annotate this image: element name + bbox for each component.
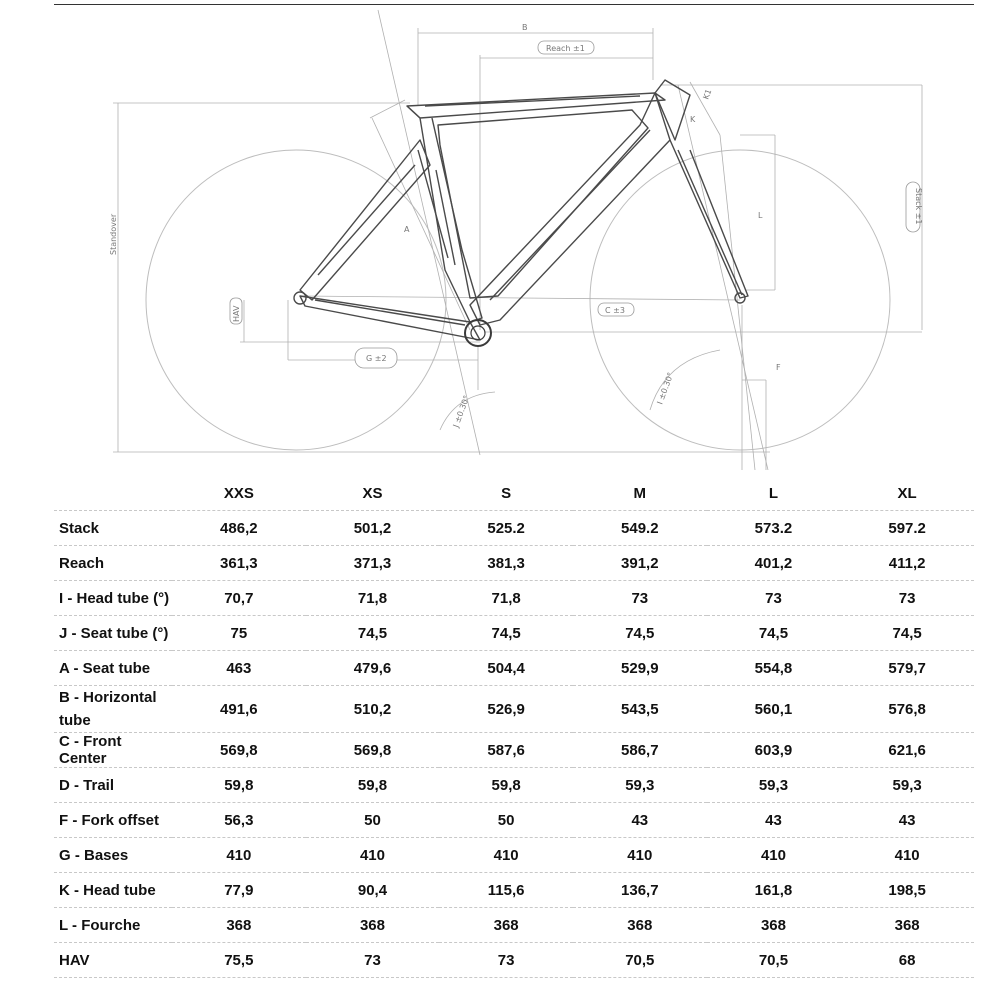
label-standover: Standover	[109, 213, 118, 255]
table-cell: 549.2	[573, 511, 707, 546]
table-cell: 71,8	[306, 581, 440, 616]
label-stack: Stack ±1	[914, 188, 923, 225]
size-header: S	[501, 484, 512, 502]
table-cell: 569,8	[306, 733, 440, 768]
table-cell: 90,4	[306, 873, 440, 908]
label-l: L	[758, 211, 763, 220]
size-header: M	[633, 484, 647, 502]
table-cell: 43	[707, 803, 841, 838]
label-head-angle: I ±0.30°	[655, 371, 676, 406]
table-cell: 510,2	[306, 686, 440, 733]
table-cell: 50	[306, 803, 440, 838]
table-row	[54, 873, 974, 908]
table-cell: 410	[707, 838, 841, 873]
table-cell: 554,8	[707, 651, 841, 686]
table-row	[54, 616, 974, 651]
table-cell: 74,5	[840, 616, 974, 651]
table-cell: 603,9	[707, 733, 841, 768]
table-cell: 43	[840, 803, 974, 838]
row-label: L - Fourche	[54, 908, 172, 943]
geometry-table-body	[54, 511, 974, 978]
table-row	[54, 768, 974, 803]
row-label: HAV	[54, 943, 172, 978]
row-label: C - Front Center	[54, 733, 172, 768]
table-cell: 74,5	[707, 616, 841, 651]
table-cell: 73	[439, 943, 573, 978]
table-cell: 70,7	[172, 581, 306, 616]
label-seat-angle: J ±0.30°	[451, 394, 472, 429]
table-cell: 573.2	[707, 511, 841, 546]
table-cell: 136,7	[573, 873, 707, 908]
table-cell: 59,3	[573, 768, 707, 803]
table-cell: 73	[840, 581, 974, 616]
label-b: B	[522, 23, 528, 32]
label-c: C ±3	[605, 306, 625, 315]
table-cell: 597.2	[840, 511, 974, 546]
table-cell: 59,3	[707, 768, 841, 803]
table-cell: 74,5	[439, 616, 573, 651]
table-cell: 410	[306, 838, 440, 873]
table-cell: 70,5	[573, 943, 707, 978]
table-row	[54, 943, 974, 978]
rear-axle	[294, 292, 306, 304]
table-cell: 368	[439, 908, 573, 943]
table-cell: 463	[172, 651, 306, 686]
table-cell: 361,3	[172, 546, 306, 581]
table-cell: 368	[840, 908, 974, 943]
row-label: G - Bases	[54, 838, 172, 873]
table-cell: 529,9	[573, 651, 707, 686]
table-cell: 73	[707, 581, 841, 616]
table-cell: 569,8	[172, 733, 306, 768]
size-header-row	[54, 476, 974, 511]
table-cell: 621,6	[840, 733, 974, 768]
table-cell: 410	[172, 838, 306, 873]
table-cell: 77,9	[172, 873, 306, 908]
table-cell: 526,9	[439, 686, 573, 733]
table-cell: 381,3	[439, 546, 573, 581]
size-header: L	[768, 484, 779, 502]
table-row	[54, 651, 974, 686]
corner-cell	[54, 476, 172, 511]
row-label: Reach	[54, 546, 172, 581]
row-label: J - Seat tube (°)	[54, 616, 172, 651]
table-cell: 368	[172, 908, 306, 943]
row-label: B - Horizontal tube	[54, 686, 172, 733]
bike-frame	[300, 80, 748, 340]
row-label: A - Seat tube	[54, 651, 172, 686]
table-cell: 56,3	[172, 803, 306, 838]
table-cell: 59,8	[172, 768, 306, 803]
table-cell: 501,2	[306, 511, 440, 546]
table-row	[54, 546, 974, 581]
table-cell: 410	[840, 838, 974, 873]
label-a: A	[404, 225, 410, 234]
table-cell: 71,8	[439, 581, 573, 616]
table-cell: 50	[439, 803, 573, 838]
table-cell: 479,6	[306, 651, 440, 686]
label-reach: Reach ±1	[546, 44, 585, 53]
table-cell: 70,5	[707, 943, 841, 978]
table-cell: 410	[573, 838, 707, 873]
size-header: XXS	[223, 484, 254, 502]
frame-geometry-diagram	[0, 0, 1000, 470]
table-row	[54, 511, 974, 546]
table-cell: 59,3	[840, 768, 974, 803]
table-cell: 579,7	[840, 651, 974, 686]
label-f: F	[776, 363, 781, 372]
label-hav: HAV	[232, 305, 241, 322]
geometry-table	[54, 476, 974, 978]
table-cell: 59,8	[306, 768, 440, 803]
table-cell: 75	[172, 616, 306, 651]
table-cell: 161,8	[707, 873, 841, 908]
table-row	[54, 733, 974, 768]
label-k: K	[690, 115, 696, 124]
rear-wheel	[146, 150, 446, 450]
table-row	[54, 908, 974, 943]
size-header: XS	[362, 484, 383, 502]
table-cell: 491,6	[172, 686, 306, 733]
table-cell: 115,6	[439, 873, 573, 908]
table-cell: 368	[306, 908, 440, 943]
table-cell: 587,6	[439, 733, 573, 768]
table-cell: 74,5	[306, 616, 440, 651]
label-k1: K1	[701, 87, 714, 101]
table-cell: 43	[573, 803, 707, 838]
table-cell: 198,5	[840, 873, 974, 908]
table-cell: 525.2	[439, 511, 573, 546]
table-cell: 368	[707, 908, 841, 943]
table-cell: 73	[573, 581, 707, 616]
table-cell: 371,3	[306, 546, 440, 581]
table-cell: 504,4	[439, 651, 573, 686]
table-cell: 543,5	[573, 686, 707, 733]
dimension-lines	[113, 10, 922, 470]
table-cell: 59,8	[439, 768, 573, 803]
table-cell: 75,5	[172, 943, 306, 978]
table-cell: 74,5	[573, 616, 707, 651]
table-row	[54, 686, 974, 733]
table-cell: 401,2	[707, 546, 841, 581]
table-cell: 410	[439, 838, 573, 873]
frame-geometry-svg	[0, 0, 1000, 470]
label-g: G ±2	[366, 354, 387, 363]
row-label: K - Head tube	[54, 873, 172, 908]
row-label: F - Fork offset	[54, 803, 172, 838]
table-cell: 411,2	[840, 546, 974, 581]
table-cell: 368	[573, 908, 707, 943]
size-header: XL	[897, 484, 917, 502]
bottom-bracket-inner	[471, 326, 485, 340]
table-cell: 560,1	[707, 686, 841, 733]
row-label: I - Head tube (°)	[54, 581, 172, 616]
table-cell: 576,8	[840, 686, 974, 733]
table-cell: 68	[840, 943, 974, 978]
table-row	[54, 581, 974, 616]
row-label: D - Trail	[54, 768, 172, 803]
table-row	[54, 803, 974, 838]
table-cell: 486,2	[172, 511, 306, 546]
table-cell: 391,2	[573, 546, 707, 581]
row-label: Stack	[54, 511, 172, 546]
table-row	[54, 838, 974, 873]
table-cell: 73	[306, 943, 440, 978]
table-cell: 586,7	[573, 733, 707, 768]
